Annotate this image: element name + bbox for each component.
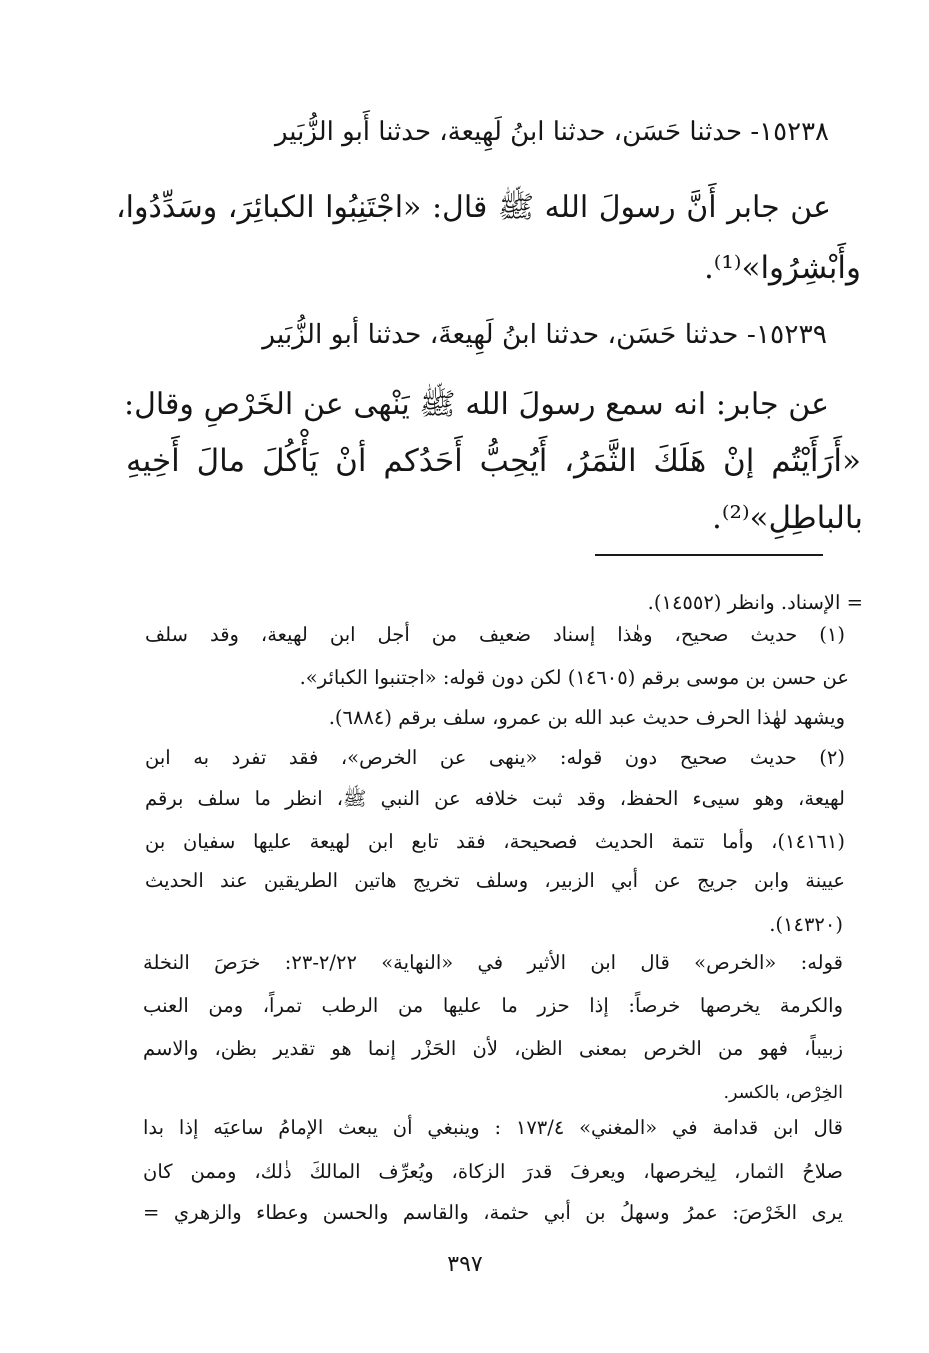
footnote-line: زبيباً، فهو من الخرص بمعنى الظن، لأن الحَزْر إنما هو تقدير بظن، والاسم — [143, 1037, 843, 1060]
footnote-line: (١) حديث صحيح، وهٰذا إسناد ضعيف من أجل ابن لهيعة، وقد سلف — [145, 623, 845, 646]
hadith-15238-line-2: عن جابر أَنَّ رسولَ الله ﷺ قال: «اجْتَنِبُوا الكبائِرَ، وسَدِّدُوا، — [116, 190, 831, 225]
footnote-line: ويشهد لهٰذا الحرف حديث عبد الله بن عمرو، سلف برقم (٦٨٨٤). — [328, 706, 845, 729]
hadith-15239-line-3: «أَرَأَيْتُم إنْ هَلَكَ الثَّمَرُ، أَيُحِبُّ أَحَدُكم أنْ يَأْكُلَ مالَ أَخِيهِ — [126, 443, 861, 479]
footnote-line: عن حسن بن موسى برقم (١٤٦٠٥) لكن دون قوله: «اجتنبوا الكبائر». — [299, 666, 849, 689]
footnote-line: يرى الخَرْصَ: عمرُ وسهلُ بن أبي حثمة، والقاسم والحسن وعطاء والزهري = — [143, 1201, 843, 1224]
hadith-15239-line-2: عن جابر: انه سمع رسولَ الله ﷺ يَنْهى عن الخَرْصِ وقال: — [124, 387, 829, 422]
footnote-line: عيينة وابن جريج عن أبي الزبير، وسلف تخريج هاتين الطريقين عند الحديث — [145, 869, 845, 892]
hadith-15238-line-3: وأَبْشِرُوا»⁽¹⁾. — [703, 250, 861, 286]
footnote-line: (٢) حديث صحيح دون قوله: «ينهى عن الخرص»، فقد تفرد به ابن — [145, 746, 845, 769]
hadith-15239-line-1: ١٥٢٣٩- حدثنا حَسَن، حدثنا ابنُ لَهِيعةَ، حدثنا أبو الزُّبَير — [262, 319, 827, 350]
hadith-15239-line-4: بالباطِلِ»⁽²⁾. — [712, 500, 863, 536]
footnote-line: = الإسناد. وانظر (١٤٥٥٢). — [647, 591, 863, 614]
footnote-line: قوله: «الخرص» قال ابن الأثير في «النهاية» ٢/٢٢-٢٣: خرَصَ النخلة — [143, 951, 843, 974]
footnote-separator — [595, 554, 823, 556]
footnote-line: لهيعة، وهو سيىء الحفظ، وقد ثبت خلافه عن النبي ﷺ، انظر ما سلف برقم — [145, 787, 845, 810]
footnote-line: والكرمة يخرصها خرصاً: إذا حزر ما عليها من الرطب تمراً، ومن العنب — [143, 994, 843, 1017]
footnote-line: الخِرْص، بالكسر. — [723, 1083, 843, 1103]
page-number: ٣٩٧ — [447, 1252, 483, 1277]
hadith-15238-line-1: ١٥٢٣٨- حدثنا حَسَن، حدثنا ابنُ لَهِيعة، حدثنا أَبو الزُّبَير — [274, 117, 829, 147]
footnote-line: (١٤١٦١)، وأما تتمة الحديث فصحيحة، فقد تابع ابن لهيعة عليها سفيان بن — [145, 830, 845, 853]
footnote-line: قال ابن قدامة في «المغني» ١٧٣/٤ : وينبغي أن يبعث الإمامُ ساعيَه إذا بدا — [143, 1116, 844, 1139]
footnote-line: صلاحُ الثمار، لِيخرصها، ويعرفَ قدرَ الزكاة، ويُعرِّف المالكَ ذٰلك، وممن كان — [143, 1160, 843, 1183]
footnote-line: (١٤٣٢٠). — [769, 913, 843, 936]
